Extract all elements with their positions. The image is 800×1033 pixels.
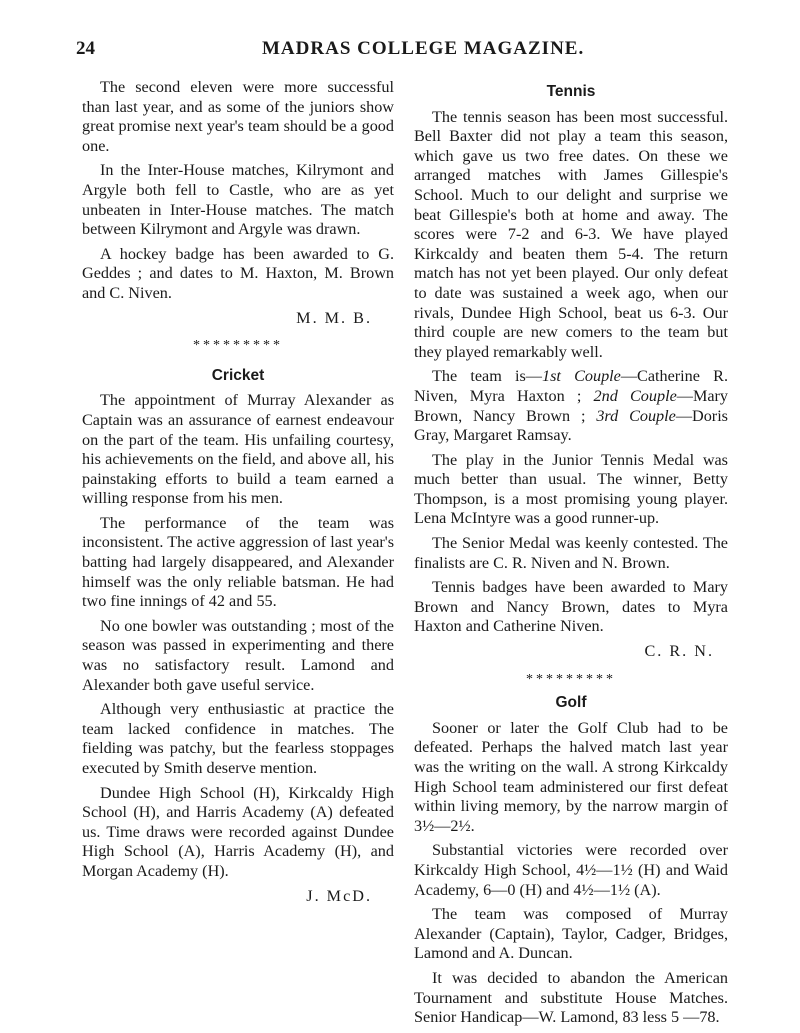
tennis-heading: Tennis xyxy=(546,83,596,100)
first-couple-names: —Catherine R. Niven, Myra Haxton ; xyxy=(414,367,728,405)
team-lead: The team is— xyxy=(432,367,542,386)
hockey-signature: M. M. B. xyxy=(296,308,372,327)
hockey-paragraph: The second eleven were more successful than last year, and as some of the juniors show great promise next year's team should be a good one. xyxy=(82,78,394,155)
cricket-signature: J. McD. xyxy=(306,886,372,905)
magazine-title: MADRAS COLLEGE MAGAZINE. xyxy=(262,38,585,59)
golf-paragraph: Sooner or later the Golf Club had to be defeated. Perhaps the halved match last year was the writing on the wall. A strong Kirkcaldy High School team administered our first defeat within living memory, by the narrow margin of 3½—2½. xyxy=(414,718,728,835)
left-column xyxy=(82,78,394,914)
tennis-signature: C. R. N. xyxy=(644,642,714,661)
third-couple-names: —Doris Gray, Margaret Ramsay. xyxy=(414,406,728,445)
tennis-paragraph: The tennis season has been most successful. Bell Baxter did not play a team this season, which gave us two free dates. On these we arranged matches with James Gillespie's School. Much to our delight and surprise we beat Gillespie's both at home and away. The scores were 7-2 and 6-3. We have played Kirkcaldy and beaten them 5-4. The return match has not yet been played. Our only defeat to date was sustained a week ago, when our rivals, Dundee High School, beat us 6-3. Our third couple are new comers to the team but they played remarkably well. xyxy=(414,107,728,361)
golf-paragraph: Substantial victories were recorded over Kirkcaldy High School, 4½—1½ (H) and Waid Academy, 6—0 (H) and 4½—1½ (A). xyxy=(414,841,728,899)
first-couple-label: 1st Couple xyxy=(542,367,621,386)
tennis-badges-paragraph: Tennis badges have been awarded to Mary Brown and Nancy Brown, dates to Myra Haxton and Catherine Niven. xyxy=(414,578,728,636)
section-separator: ********* xyxy=(526,671,616,687)
tennis-paragraph: The play in the Junior Tennis Medal was much better than usual. The winner, Betty Thompson, is a most promising young player. Lena McIntyre was a good runner-up. xyxy=(414,450,728,528)
golf-paragraph: It was decided to abandon the American Tournament and substitute House Matches. Senior Handicap—W. Lamond, 83 less 5 —78. xyxy=(414,968,728,1027)
right-column xyxy=(414,78,728,1033)
cricket-paragraph: The performance of the team was inconsistent. The active aggression of last year's batting had largely disappeared, and Alexander himself was the only reliable batsman. He had two fine innings of 42 and 55. xyxy=(82,513,394,611)
third-couple-label: 3rd Couple xyxy=(596,406,676,425)
cricket-paragraph: No one bowler was outstanding ; most of the season was passed in experimenting and there was no satisfactory result. Lamond and Alexander both gave useful service. xyxy=(82,616,394,694)
cricket-paragraph: The appointment of Murray Alexander as Captain was an assurance of earnest endeavour on the part of the team. His unfailing courtesy, his achievements on the field, and above all, his painstaking efforts to build a team earned a willing response from his men. xyxy=(82,391,394,508)
cricket-paragraph: Although very enthusiastic at practice the team lacked confidence in matches. The fielding was patchy, but the fearless stoppages executed by Smith deserve mention. xyxy=(82,700,394,777)
tennis-team-paragraph xyxy=(414,367,728,445)
senior-medal-paragraph: The Senior Medal was keenly contested. The finalists are C. R. Niven and N. Brown. xyxy=(414,534,728,572)
golf-paragraph: The team was composed of Murray Alexander (Captain), Taylor, Cadger, Bridges, Lamond and A. Duncan. xyxy=(414,905,728,963)
hockey-paragraph: In the Inter-House matches, Kilrymont and Argyle both fell to Castle, who are as yet unbeaten in Inter-House matches. The match between Kilrymont and Argyle was drawn. xyxy=(82,161,394,239)
second-couple-label: 2nd Couple xyxy=(593,386,677,405)
cricket-heading: Cricket xyxy=(211,366,265,384)
second-couple-names: —Mary Brown, Nancy Brown ; xyxy=(414,386,728,425)
section-separator: ********* xyxy=(193,338,283,354)
page-number: 24 xyxy=(76,38,95,59)
golf-heading: Golf xyxy=(555,694,587,712)
hockey-paragraph: A hockey badge has been awarded to G. Geddes ; and dates to M. Haxton, M. Brown and C. Niven. xyxy=(82,244,394,302)
cricket-paragraph: Dundee High School (H), Kirkcaldy High School (H), and Harris Academy (A) defeated us. Time draws were recorded against Dundee High School (A), Harris Academy (H), and Morgan Academy (H). xyxy=(82,783,394,880)
page-header xyxy=(76,38,746,64)
